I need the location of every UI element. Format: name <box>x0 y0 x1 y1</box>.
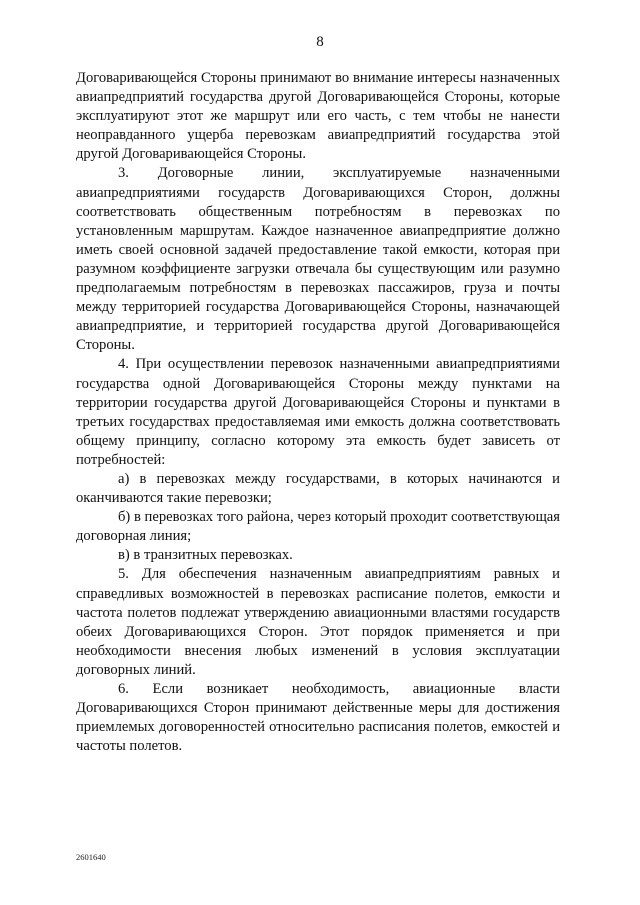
subitem-a: а) в перевозках между государствами, в которых начинаются и оканчиваются такие перевозки; <box>76 470 560 507</box>
document-body <box>76 69 560 756</box>
paragraph-item-5: 5. Для обеспечения назначенным авиапредприятиям равных и справедливых возможностей в перевозках расписание полетов, емкости и частота полетов подлежат утверждению авиационными властями государств обеих Договаривающихся Сторон. Этот порядок применяется и при необходимости внесения любых изменений в условия эксплуатации договорных линий. <box>76 566 560 678</box>
subitem-c: в) в транзитных перевозках. <box>118 547 293 564</box>
paragraph-item-4: 4. При осуществлении перевозок назначенными авиапредприятиями государства одной Договаривающейся Стороны между пунктами на территории государства другой Договаривающейся Стороны и пунктами в третьих государствах предоставляемая ими емкость должна соответствовать общему принципу, согласно которому эта емкость будет зависеть от потребностей: <box>76 356 560 468</box>
subitem-b: б) в перевозках того района, через который проходит соответствующая договорная линия; <box>76 509 560 545</box>
paragraph-item-6: 6. Если возникает необходимость, авиационные власти Договаривающихся Сторон принимают действенные меры для достижения приемлемых договоренностей относительно расписания полетов, емкостей и частоты полетов. <box>76 681 560 755</box>
paragraph-continuation: Договаривающейся Стороны принимают во внимание интересы назначенных авиапредприятий государства другой Договаривающейся Стороны, которые эксплуатируют этот же маршрут или его часть, с тем чтобы не нанести неоправданного ущерба перевозкам авиапредприятий государства этой другой Договаривающейся Стороны. <box>76 70 560 163</box>
paragraph-item-3: 3. Договорные линии, эксплуатируемые назначенными авиапредприятиями государств Договаривающихся Сторон, должны соответствовать общественным потребностям в перевозках по установленным маршрутам. Каждое назначенное авиапредприятие должно иметь своей основной задачей предоставление такой емкости, которая при разумном коэффициенте загрузки отвечала бы существующим или разумно предполагаемым потребностям в перевозках пассажиров, груза и почты между территорией государства Договаривающейся Стороны, назначающей авиапредприятие, и территорией государства другой Договаривающейся Стороны. <box>76 165 560 354</box>
page-number: 8 <box>316 34 324 50</box>
document-code: 2601640 <box>76 852 106 862</box>
